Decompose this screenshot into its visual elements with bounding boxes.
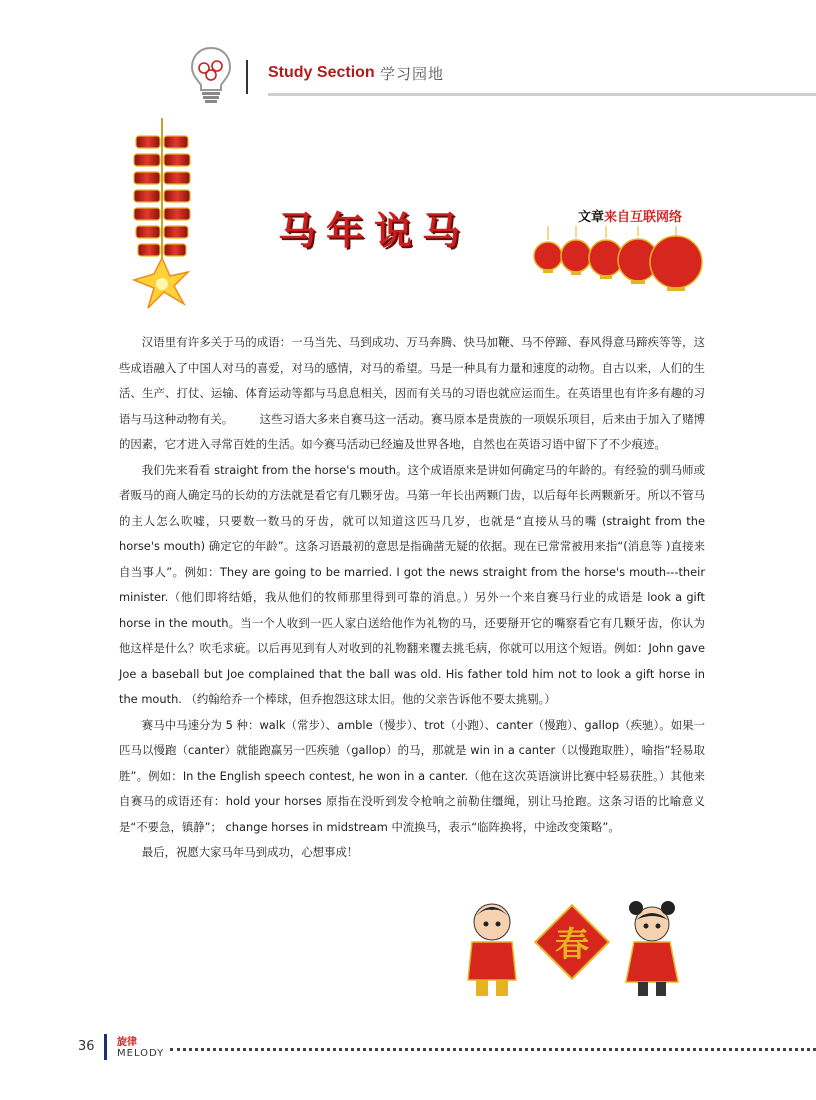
header-rule <box>268 93 816 96</box>
footer-dotted-rule <box>170 1048 816 1051</box>
magazine-name-cn: 旋律 <box>117 1037 137 1048</box>
article-title: 马年说马 <box>278 209 471 253</box>
article-paragraph-2: 我们先来看看 straight from the horse's mouth。这个成语原来是讲如何确定马的年龄的。有经验的驯马师或者贩马的商人确定马的长幼的方法就是看它有几颗牙齿。马第一年长出两颗门齿，以后每年长两颗新牙。所以不管马的主人怎么吹嘘，只要数一数马的牙齿，就可以知道这匹马几岁，也就是“直接从马的嘴 (straight from the horse's mouth) 确定它的年龄”。这条习语最初的意思是指确凿无疑的依据。现在已常常被用来指“(消息等 )直接来自当事人”。例如：They are going to be married. I got the news straight from the horse's mouth---their minister.（他们即将结婚，我从他们的牧师那里得到可靠的消息。）另外一个来自赛马行业的成语是 look a gift horse in the mouth。当一个人收到一匹人家白送给他作为礼物的马，还要掰开它的嘴察看它有几颗牙齿，你认为他这样是什么？吹毛求疵。以后再见到有人对收到的礼物翻来覆去挑毛病，你就可以用这个短语。例如：John gave Joe a baseball but Joe complained that the ball was old. His father told him not to look a gift horse in the mouth. （约翰给乔一个棒球，但乔抱怨这球太旧。他的父亲告诉他不要太挑剔。） <box>119 462 705 706</box>
page-header <box>0 40 816 110</box>
article-paragraph-3: 赛马中马速分为 5 种：walk（常步）、amble（慢步）、trot（小跑）、canter（慢跑）、gallop（疾驰）。如果一匹马以慢跑（canter）就能跑赢另一匹疾驰（gallop）的马，那就是 win in a canter（以慢跑取胜），喻指“轻易取胜”。例如：In the English speech contest, he won in a canter.（他在这次英语演讲比赛中轻易获胜。）其他来自赛马的成语还有：hold your horses 原指在没听到发令枪响之前勒住缰绳，别让马抢跑。这条习语的比喻意义是“不要急，镇静”； change horses in midstream 中流换马，表示“临阵换将，中途改变策略”。 <box>119 717 705 834</box>
firecracker-illustration <box>122 118 202 314</box>
section-title-en: Study Section <box>268 64 375 81</box>
spring-character: 春 <box>555 925 589 965</box>
lanterns-illustration <box>530 226 710 296</box>
section-title-cn: 学习园地 <box>380 65 445 83</box>
article-source <box>578 206 682 225</box>
article-paragraph-4: 最后，祝愿大家马年马到成功，心想事成！ <box>141 845 359 859</box>
article-source-rest: 来自互联网络 <box>604 210 683 225</box>
new-year-kids-illustration <box>462 898 692 1008</box>
article-source-prefix: 文章 <box>578 210 605 225</box>
header-divider <box>246 60 248 94</box>
lightbulb-icon <box>188 44 234 106</box>
page-number: 36 <box>78 1039 95 1054</box>
article-body <box>119 330 705 866</box>
page-footer <box>0 1030 816 1070</box>
footer-divider <box>104 1034 107 1060</box>
magazine-name-en: MELODY <box>117 1048 165 1059</box>
article-paragraph-1: 汉语里有许多关于马的成语：一马当先、马到成功、万马奔腾、快马加鞭、马不停蹄、春风得意马蹄疾等等，这些成语融入了中国人对马的喜爱，对马的感情，对马的希望。马是一种具有力量和速度的动物。自古以来，人们的生活、生产、打仗、运输、体育运动等都与马息息相关，因而有关马的习语也就应运而生。在英语里也有许多有趣的习语与马这种动物有关。 这些习语大多来自赛马这一活动。赛马原本是贵族的一项娱乐项目，后来由于加入了赌博的因素，它才进入寻常百姓的生活。如今赛马活动已经遍及世界各地，自然也在英语习语中留下了不少痕迹。 <box>119 335 705 451</box>
